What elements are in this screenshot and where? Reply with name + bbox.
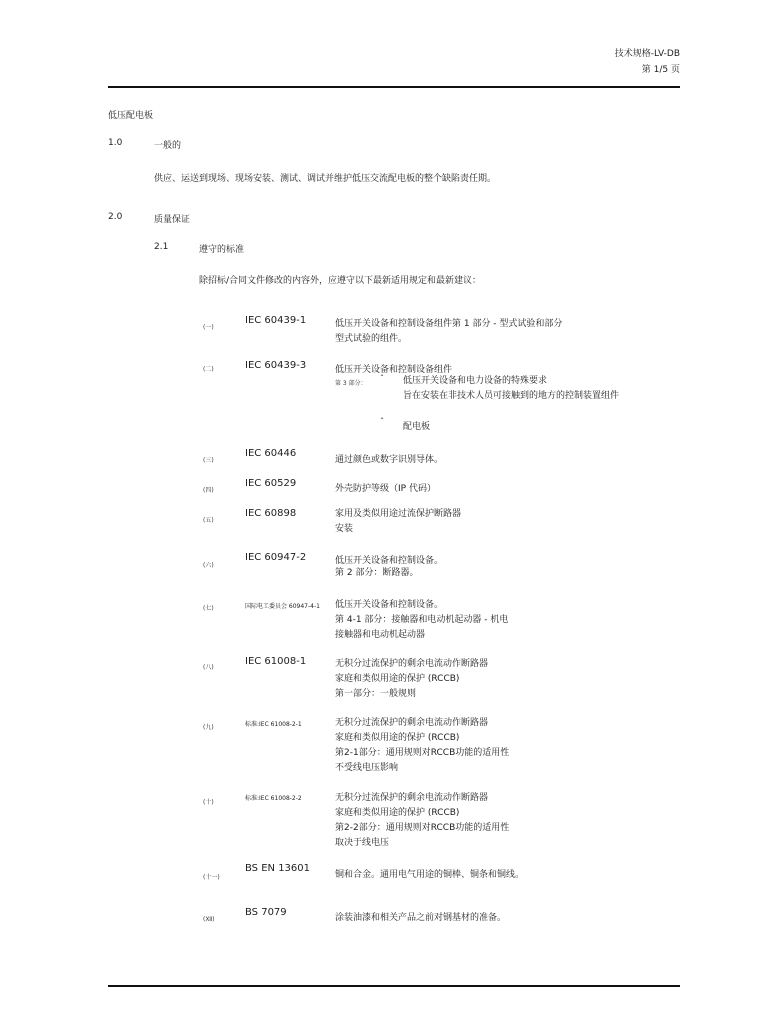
description-line: 涂装油漆和相关产品之前对钢基材的准备。 bbox=[335, 913, 507, 923]
description-line: 铜和合金。通用电气用途的铜棒、铜条和铜线。 bbox=[335, 870, 525, 880]
standard-code: IEC 60446 bbox=[245, 448, 297, 459]
standard-number: (六) bbox=[203, 562, 214, 569]
standard-description bbox=[335, 507, 461, 537]
header-rule bbox=[108, 86, 680, 88]
standard-code: IEC 61008-1 bbox=[245, 656, 307, 667]
description-line: 低压开关设备和控制设备组件第 1 部分 - 型式试验和部分 bbox=[335, 319, 563, 329]
part-label: 第 3 部分： bbox=[335, 380, 367, 387]
standard-number: (十) bbox=[203, 799, 214, 806]
standard-code: BS 7079 bbox=[245, 907, 287, 918]
description-line: 低压开关设备和控制设备。 bbox=[335, 600, 444, 610]
description-line: 型式试验的组件。 bbox=[335, 334, 408, 344]
description-line: 无积分过流保护的剩余电流动作断路器 bbox=[335, 659, 489, 669]
standard-description bbox=[335, 657, 488, 702]
description-line: 家庭和类似用途的保护 (RCCB) bbox=[335, 733, 460, 743]
standard-code: IEC 60529 bbox=[245, 478, 297, 489]
description-line: 不受线电压影响 bbox=[335, 763, 399, 773]
sub-description bbox=[403, 374, 619, 404]
subsection-number: 2.1 bbox=[154, 242, 169, 252]
standard-code: IEC 60947-2 bbox=[245, 552, 307, 563]
section-body: 供应、运送到现场、现场安装、测试、调试并维护低压交流配电板的整个缺陷责任期。 bbox=[154, 174, 497, 184]
subsection-intro: 除招标/合同文件修改的内容外，应遵守以下最新适用规定和最新建议： bbox=[199, 276, 482, 286]
description-line: 安装 bbox=[335, 524, 354, 534]
standard-description bbox=[335, 791, 509, 851]
standard-description bbox=[335, 598, 508, 643]
bullet-mark: ˆ bbox=[380, 417, 384, 426]
standard-number: (十一) bbox=[203, 874, 220, 881]
description-line: 无积分过流保护的剩余电流动作断路器 bbox=[335, 718, 489, 728]
description-line: 第2-1部分：通用规则对RCCB功能的适用性 bbox=[335, 748, 510, 758]
description-line: 家庭和类似用途的保护 (RCCB) bbox=[335, 808, 460, 818]
description-line: 第 4-1 部分：接触器和电动机起动器 - 机电 bbox=[335, 615, 509, 625]
standard-number: (Ⅻ) bbox=[203, 916, 215, 923]
description-line: 配电板 bbox=[403, 422, 431, 432]
standard-code: IEC 60898 bbox=[245, 508, 297, 519]
description-line: 家用及类似用途过流保护断路器 bbox=[335, 509, 462, 519]
standard-description bbox=[335, 554, 443, 581]
document-id: 技术规格-LV-DB bbox=[614, 49, 680, 59]
standard-code: 标准:IEC 61008-2-2 bbox=[245, 795, 302, 802]
description-line: 旨在安装在非技术人员可接触到的地方的控制装置组件 bbox=[403, 391, 620, 401]
standard-description bbox=[335, 716, 509, 776]
description-line: 低压开关设备和电力设备的特殊要求 bbox=[403, 376, 548, 386]
standard-code: IEC 60439-1 bbox=[245, 315, 307, 326]
standard-code: 标准:IEC 61008-2-1 bbox=[245, 721, 302, 728]
standard-code: IEC 60439-3 bbox=[245, 360, 307, 371]
standard-code: BS EN 13601 bbox=[245, 863, 310, 874]
standard-number: (四) bbox=[203, 487, 214, 494]
description-line: 通过颜色或数字识别导体。 bbox=[335, 455, 444, 465]
section-number: 1.0 bbox=[108, 138, 123, 148]
section-title: 一般的 bbox=[154, 141, 182, 151]
description-line: 第2-2部分：通用规则对RCCB功能的适用性 bbox=[335, 823, 510, 833]
standard-number: (七) bbox=[203, 605, 214, 612]
description-line: 第 2 部分：断路器。 bbox=[335, 568, 419, 578]
standard-code: 国际电工委员会 60947-4-1 bbox=[245, 603, 320, 610]
document-title: 低压配电板 bbox=[108, 111, 154, 121]
standard-description bbox=[335, 317, 562, 347]
footer-rule bbox=[108, 985, 680, 987]
page-number: 第 1/5 页 bbox=[641, 65, 680, 75]
standard-number: (九) bbox=[203, 724, 214, 731]
description-line: 接触器和电动机起动器 bbox=[335, 630, 426, 640]
section-number: 2.0 bbox=[108, 212, 123, 222]
standard-number: (三) bbox=[203, 457, 214, 464]
section-title: 质量保证 bbox=[154, 215, 191, 225]
subsection-title: 遵守的标准 bbox=[199, 245, 245, 255]
description-line: 低压开关设备和控制设备。 bbox=[335, 556, 444, 566]
description-line: 无积分过流保护的剩余电流动作断路器 bbox=[335, 793, 489, 803]
description-line: 取决于线电压 bbox=[335, 838, 390, 848]
bullet-mark: ˆ bbox=[380, 374, 384, 383]
description-line: 第一部分：一般规则 bbox=[335, 689, 417, 699]
standard-number: (五) bbox=[203, 517, 214, 524]
description-line: 外壳防护等级（IP 代码） bbox=[335, 484, 436, 494]
description-line: 家庭和类似用途的保护 (RCCB) bbox=[335, 674, 460, 684]
standard-number: (一) bbox=[203, 324, 214, 331]
standard-number: (八) bbox=[203, 664, 214, 671]
standard-number: (二) bbox=[203, 366, 214, 373]
description-line: 低压开关设备和控制设备组件 bbox=[335, 365, 453, 375]
